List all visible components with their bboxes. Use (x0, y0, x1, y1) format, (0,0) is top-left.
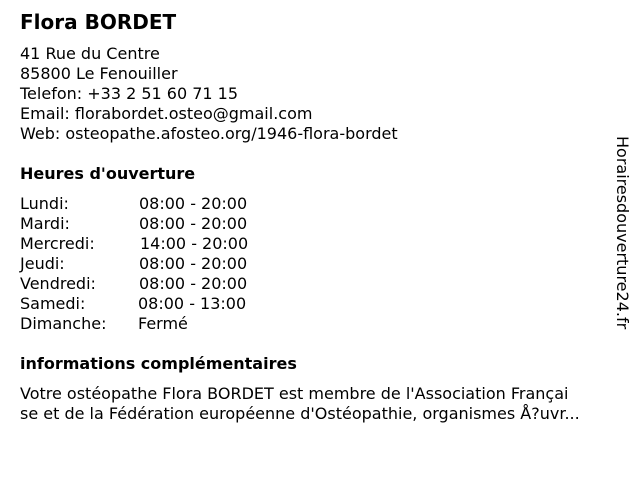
hours-time: 08:00 - 20:00 (139, 214, 248, 233)
info-description (20, 384, 632, 424)
hours-time: Fermé (138, 314, 188, 333)
hours-time: 14:00 - 20:00 (140, 234, 249, 253)
contact-street: 41 Rue du Centre (20, 44, 160, 63)
info-title: informations complémentaires (20, 354, 297, 373)
hours-row-jeudi (20, 254, 320, 274)
contact-city: 85800 Le Fenouiller (20, 64, 178, 83)
hours-row-lundi (20, 194, 320, 214)
contact-phone: Telefon: +33 2 51 60 71 15 (20, 84, 239, 103)
hours-row-mercredi (20, 234, 320, 254)
hours-time: 08:00 - 20:00 (139, 254, 248, 273)
info-line-1: Votre ostéopathe Flora BORDET est membre de l'Association Françai (20, 384, 569, 403)
hours-day: Vendredi: (20, 274, 96, 293)
hours-day: Mercredi: (20, 234, 95, 253)
hours-time: 08:00 - 20:00 (139, 194, 248, 213)
site-watermark (612, 136, 632, 340)
hours-day: Jeudi: (20, 254, 65, 273)
hours-day: Dimanche: (20, 314, 107, 333)
watermark-text: Horairesdouverture24.fr (613, 136, 632, 330)
hours-table (20, 194, 320, 334)
contact-email: Email: florabordet.osteo@gmail.com (20, 104, 313, 123)
hours-row-samedi (20, 294, 320, 314)
hours-day: Lundi: (20, 194, 69, 213)
hours-row-dimanche (20, 314, 320, 334)
practitioner-name: Flora BORDET (20, 10, 177, 34)
hours-day: Mardi: (20, 214, 70, 233)
info-line-2: se et de la Fédération européenne d'Ostéopathie, organismes Å?uvr... (20, 404, 580, 423)
hours-time: 08:00 - 13:00 (138, 294, 247, 313)
hours-title: Heures d'ouverture (20, 164, 196, 183)
hours-row-vendredi (20, 274, 320, 294)
hours-time: 08:00 - 20:00 (139, 274, 248, 293)
hours-day: Samedi: (20, 294, 86, 313)
contact-web: Web: osteopathe.afosteo.org/1946-flora-bordet (20, 124, 398, 143)
hours-row-mardi (20, 214, 320, 234)
contact-block (20, 44, 398, 144)
